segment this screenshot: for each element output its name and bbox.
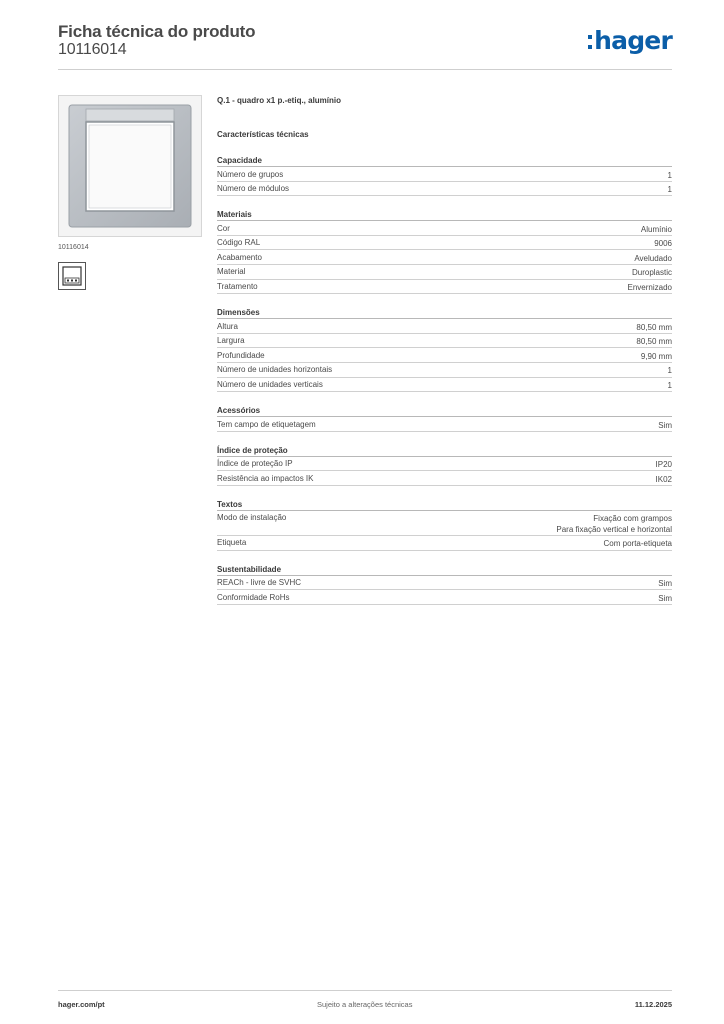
page-header bbox=[58, 22, 672, 70]
spec-label: Número de unidades horizontais bbox=[217, 365, 333, 375]
section-title: Características técnicas bbox=[217, 130, 309, 139]
spec-row bbox=[217, 280, 672, 295]
spec-value-line: 1 bbox=[667, 366, 672, 376]
group-title: Dimensões bbox=[217, 308, 672, 319]
spec-value-line: Duroplastic bbox=[631, 268, 672, 278]
spec-label: Material bbox=[217, 267, 246, 277]
image-caption: 10116014 bbox=[58, 244, 89, 251]
spec-row bbox=[217, 250, 672, 265]
spec-row bbox=[217, 182, 672, 197]
spec-row bbox=[217, 363, 672, 378]
spec-value-line: Envernizado bbox=[627, 283, 672, 293]
spec-label: Largura bbox=[217, 336, 245, 346]
spec-value bbox=[668, 365, 672, 376]
spec-value-line: Para fixação vertical e horizontal bbox=[556, 525, 672, 535]
spec-value bbox=[654, 238, 672, 249]
spec-value bbox=[628, 282, 672, 293]
spec-row bbox=[217, 590, 672, 605]
spec-value bbox=[668, 170, 672, 181]
spec-value-line: 1 bbox=[667, 170, 672, 180]
spec-value bbox=[658, 420, 672, 431]
product-name: Q.1 - quadro x1 p.-etiq., alumínio bbox=[217, 96, 342, 105]
spec-value bbox=[604, 538, 672, 549]
spec-value-line: Aveludado bbox=[634, 253, 672, 263]
document-title: Ficha técnica do produto bbox=[58, 22, 256, 41]
spec-value-line: Com porta-etiqueta bbox=[603, 539, 672, 549]
spec-value bbox=[656, 459, 672, 470]
footer-date: 11.12.2025 bbox=[634, 1000, 672, 1009]
spec-label: Tem campo de etiquetagem bbox=[217, 419, 316, 429]
spec-group bbox=[217, 446, 672, 486]
spec-label: Profundidade bbox=[217, 350, 265, 360]
spec-group bbox=[217, 565, 672, 605]
spec-row bbox=[217, 236, 672, 251]
spec-label: Resistência ao impactos IK bbox=[217, 473, 314, 483]
spec-value-line: 9006 bbox=[654, 239, 672, 249]
spec-group bbox=[217, 210, 672, 294]
spec-content bbox=[217, 96, 672, 605]
spec-row bbox=[217, 167, 672, 182]
group-title: Materiais bbox=[217, 210, 672, 221]
frame-thumbnail-icon bbox=[58, 262, 86, 290]
spec-row bbox=[217, 536, 672, 551]
spec-row bbox=[217, 348, 672, 363]
logo-dots-icon bbox=[588, 35, 592, 49]
spec-value bbox=[556, 513, 672, 535]
spec-value bbox=[636, 322, 672, 333]
spec-value bbox=[641, 351, 672, 362]
group-title: Índice de proteção bbox=[217, 446, 672, 457]
spec-label: Conformidade RoHs bbox=[217, 592, 290, 602]
spec-label: Acabamento bbox=[217, 252, 262, 262]
spec-group bbox=[217, 406, 672, 432]
spec-value bbox=[668, 184, 672, 195]
spec-value-line: 1 bbox=[667, 381, 672, 391]
spec-value-line: Alumínio bbox=[640, 224, 672, 234]
frame-illustration-icon bbox=[59, 96, 201, 236]
product-image bbox=[58, 95, 202, 237]
spec-value-line: 80,50 mm bbox=[636, 322, 672, 332]
spec-row bbox=[217, 221, 672, 236]
footer-notice: Sujeito a alterações técnicas bbox=[317, 1000, 413, 1009]
spec-group bbox=[217, 500, 672, 551]
spec-label: Modo de instalação bbox=[217, 513, 287, 523]
spec-value bbox=[668, 380, 672, 391]
spec-label: Índice de proteção IP bbox=[217, 459, 293, 469]
hager-logo bbox=[588, 26, 672, 54]
spec-label: Cor bbox=[217, 223, 230, 233]
spec-label: Tratamento bbox=[217, 282, 258, 292]
spec-value bbox=[656, 474, 672, 485]
spec-label: Altura bbox=[217, 321, 238, 331]
spec-value-line: Fixação com grampos bbox=[593, 514, 672, 524]
page-footer bbox=[58, 990, 672, 1010]
spec-row bbox=[217, 576, 672, 591]
spec-value bbox=[634, 253, 672, 264]
spec-value-line: 9,90 mm bbox=[640, 351, 672, 361]
spec-row bbox=[217, 511, 672, 536]
spec-value bbox=[641, 224, 672, 235]
product-code: 10116014 bbox=[58, 41, 127, 58]
group-title: Sustentabilidade bbox=[217, 565, 672, 576]
spec-group bbox=[217, 308, 672, 392]
spec-row bbox=[217, 378, 672, 393]
spec-value bbox=[658, 593, 672, 604]
spec-row bbox=[217, 417, 672, 432]
spec-value bbox=[636, 336, 672, 347]
spec-label: REACh - livre de SVHC bbox=[217, 578, 302, 587]
spec-value-line: Sim bbox=[658, 579, 672, 588]
spec-group bbox=[217, 156, 672, 196]
spec-value-line: Sim bbox=[658, 420, 672, 430]
spec-row bbox=[217, 471, 672, 486]
spec-row bbox=[217, 265, 672, 280]
spec-value-line: IP20 bbox=[655, 460, 672, 470]
spec-label: Código RAL bbox=[217, 238, 261, 248]
footer-website[interactable]: hager.com/pt bbox=[58, 1000, 105, 1009]
spec-groups bbox=[217, 156, 672, 605]
spec-label: Etiqueta bbox=[217, 538, 247, 548]
spec-value-line: 1 bbox=[667, 185, 672, 195]
spec-value-line: Sim bbox=[658, 593, 672, 603]
spec-value-line: 80,50 mm bbox=[636, 337, 672, 347]
spec-label: Número de unidades verticais bbox=[217, 380, 323, 390]
group-title: Capacidade bbox=[217, 156, 672, 167]
group-title: Acessórios bbox=[217, 406, 672, 417]
spec-value-line: IK02 bbox=[655, 474, 672, 484]
spec-value bbox=[632, 267, 672, 278]
spec-label: Número de grupos bbox=[217, 169, 284, 179]
spec-row bbox=[217, 334, 672, 349]
spec-row bbox=[217, 319, 672, 334]
logo-text: hager bbox=[594, 25, 672, 55]
spec-row bbox=[217, 457, 672, 472]
group-title: Textos bbox=[217, 500, 672, 511]
spec-label: Número de módulos bbox=[217, 184, 290, 194]
spec-value bbox=[658, 578, 672, 589]
